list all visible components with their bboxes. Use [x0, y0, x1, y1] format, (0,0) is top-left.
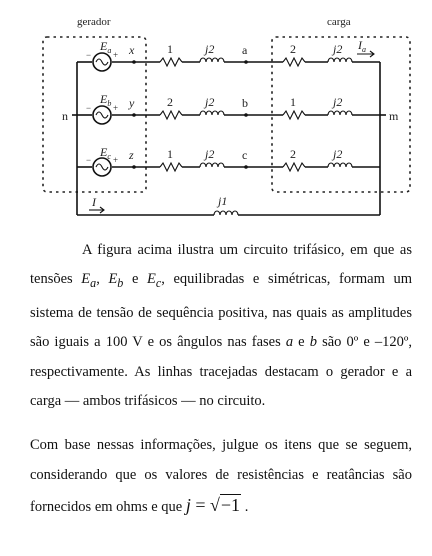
- node-b-label: b: [242, 96, 248, 110]
- load-a-resistance: 2: [290, 42, 296, 56]
- polarity-plus-a: +: [113, 50, 119, 60]
- description-paragraph: A figura acima ilustra um circuito trifásico, em que as tensões $E_a$, $E_b$ e $E_c$, equilibradas e simétricas, formam um sistema de tensão de sequência positiva, nas quais as amplitudes são iguais a 100 V e os ângulos nas fases a e b são 0º e –120º, respectivamente. As linhas tracejadas destacam o gerador e a carga — ambos trifásicos — no circuito.: [30, 242, 413, 409]
- polarity-minus-b: −: [86, 103, 92, 113]
- source-b-label: $E_b$: [100, 92, 112, 108]
- polarity-plus-b: +: [113, 103, 119, 113]
- terminal-z-label: z: [129, 148, 134, 162]
- load-c-reactance: j2: [333, 147, 343, 161]
- generator-label: gerador: [77, 16, 111, 28]
- line-b-reactance: j2: [205, 95, 215, 109]
- line-a-resistance: 1: [167, 42, 173, 56]
- circuit-diagram: [0, 0, 432, 230]
- load-label: carga: [327, 16, 351, 28]
- line-c-reactance: j2: [205, 147, 215, 161]
- node-a-label: a: [242, 43, 248, 57]
- neutral-reactance: j1: [218, 194, 228, 208]
- current-i-label: I: [92, 195, 96, 209]
- node-c-label: c: [242, 148, 248, 162]
- polarity-plus-c: +: [113, 155, 119, 165]
- terminal-x-label: x: [129, 43, 135, 57]
- load-c-resistance: 2: [290, 147, 296, 161]
- load-b-reactance: j2: [333, 95, 343, 109]
- node-n-label: n: [62, 109, 68, 123]
- line-c-resistance: 1: [167, 147, 173, 161]
- current-ia-label: $I_a$: [358, 38, 366, 54]
- load-a-reactance: j2: [333, 42, 343, 56]
- terminal-y-label: y: [129, 96, 135, 110]
- polarity-minus-a: −: [86, 50, 92, 60]
- node-m-label: m: [389, 109, 399, 123]
- j-definition-formula: j = √−1: [185, 495, 241, 515]
- instruction-paragraph: Com base nessas informações, julgue os itens que se seguem, considerando que os valores de resistências e reatâncias são fornecidos em ohms e que j = √−1 .: [30, 437, 412, 515]
- load-b-resistance: 1: [290, 95, 296, 109]
- line-a-reactance: j2: [205, 42, 215, 56]
- source-a-label: $E_a$: [100, 39, 112, 55]
- line-b-resistance: 2: [167, 95, 173, 109]
- polarity-minus-c: −: [86, 155, 92, 165]
- source-c-label: $E_c$: [100, 145, 111, 161]
